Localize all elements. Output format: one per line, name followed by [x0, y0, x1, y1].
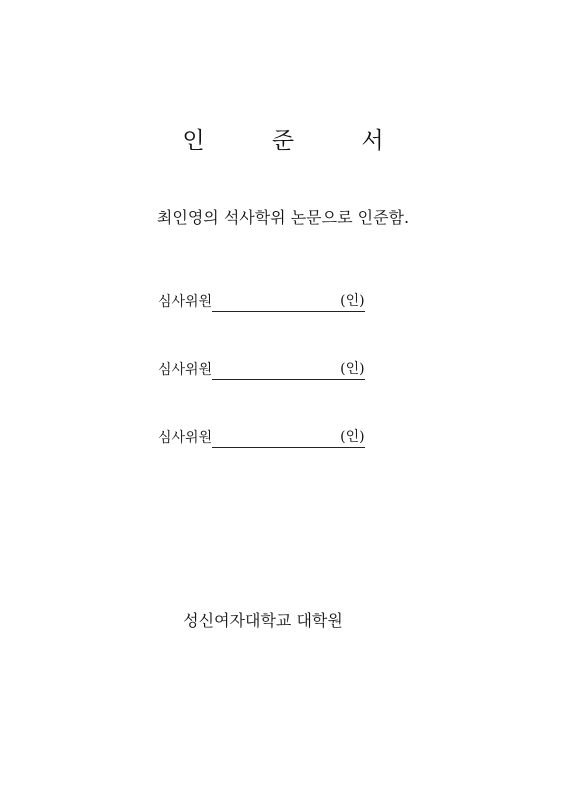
signature-label: 심사위원 [158, 294, 213, 310]
signature-label: 심사위원 [158, 362, 213, 378]
signature-blank-field [212, 292, 340, 312]
approval-statement: 최인영의 석사학위 논문으로 인준함. [156, 208, 410, 227]
signature-blank-field [212, 428, 340, 448]
signature-line-1 [158, 290, 365, 312]
signature-line-2 [158, 358, 365, 380]
signature-line-3 [158, 426, 365, 448]
signature-label: 심사위원 [158, 430, 213, 446]
seal-mark: (인) [340, 291, 364, 312]
signature-blank-field [212, 360, 340, 380]
page-title: 인 준 서 [182, 128, 414, 154]
institution-name: 성신여자대학교 대학원 [183, 611, 343, 630]
seal-mark: (인) [340, 427, 364, 448]
seal-mark: (인) [340, 359, 364, 380]
